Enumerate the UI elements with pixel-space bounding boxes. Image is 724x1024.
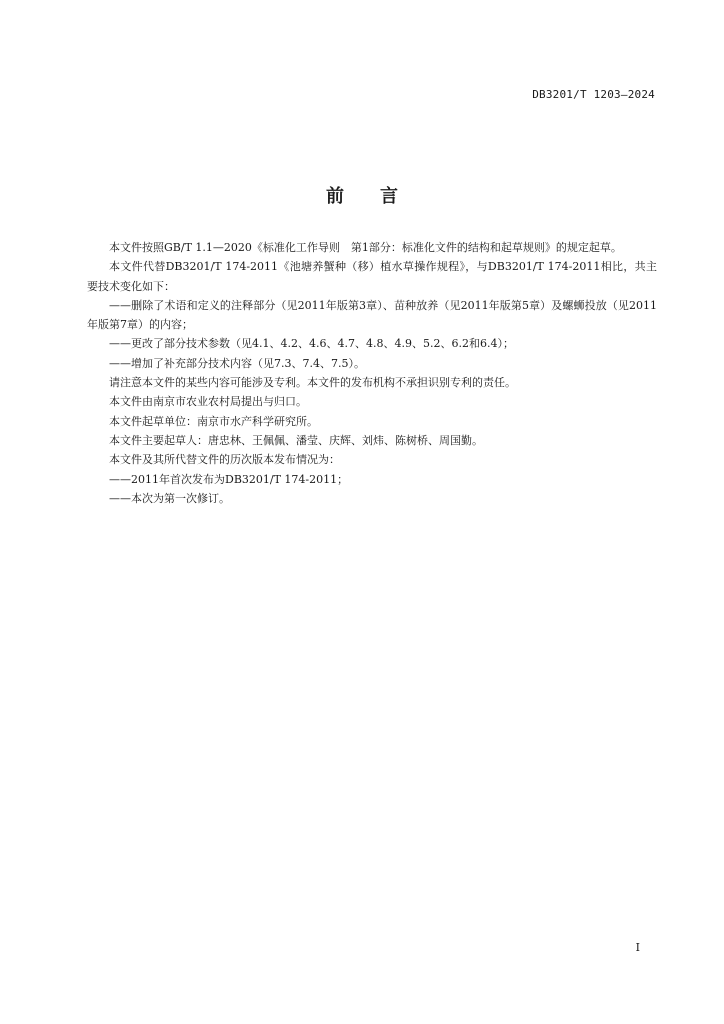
version-history-item: ——本次为第一次修订。 xyxy=(109,491,230,505)
change-item: ——删除了术语和定义的注释部分（见2011年版第3章）、苗种放养（见2011年版第5章）及螺蛳投放（见2011年版第7章）的内容； xyxy=(87,298,657,332)
change-item: ——更改了部分技术参数（见4.1、4.2、4.6、4.7、4.8、4.9、5.2、6.2和6.4）； xyxy=(109,337,514,351)
change-item: ——增加了补充部分技术内容（见7.3、7.4、7.5）。 xyxy=(109,356,365,370)
drafters: 本文件主要起草人：唐忠林、王佩佩、潘莹、庆辉、刘炜、陈树桥、周国勤。 xyxy=(109,433,483,447)
paragraph: 本文件代替DB3201/T 174-2011《池塘养蟹种（移）植水草操作规程》，与DB3201/T 174-2011相比，共主要技术变化如下： xyxy=(87,260,657,293)
page-number: I xyxy=(635,941,640,954)
document-code: DB3201/T 1203—2024 xyxy=(532,88,655,101)
paragraph: 本文件按照GB/T 1.1—2020《标准化工作导则 第1部分：标准化文件的结构和起草规则》的规定起草。 xyxy=(109,241,622,254)
version-history-item: ——2011年首次发布为DB3201/T 174-2011； xyxy=(109,472,349,486)
proposer-statement: 本文件由南京市农业农村局提出与归口。 xyxy=(109,395,307,409)
foreword-body xyxy=(87,238,657,508)
patent-notice: 请注意本文件的某些内容可能涉及专利。本文件的发布机构不承担识别专利的责任。 xyxy=(109,376,516,390)
page-title: 前言 xyxy=(326,186,434,207)
version-history-intro: 本文件及其所代替文件的历次版本发布情况为： xyxy=(109,453,340,467)
drafting-unit: 本文件起草单位：南京市水产科学研究所。 xyxy=(109,414,318,428)
